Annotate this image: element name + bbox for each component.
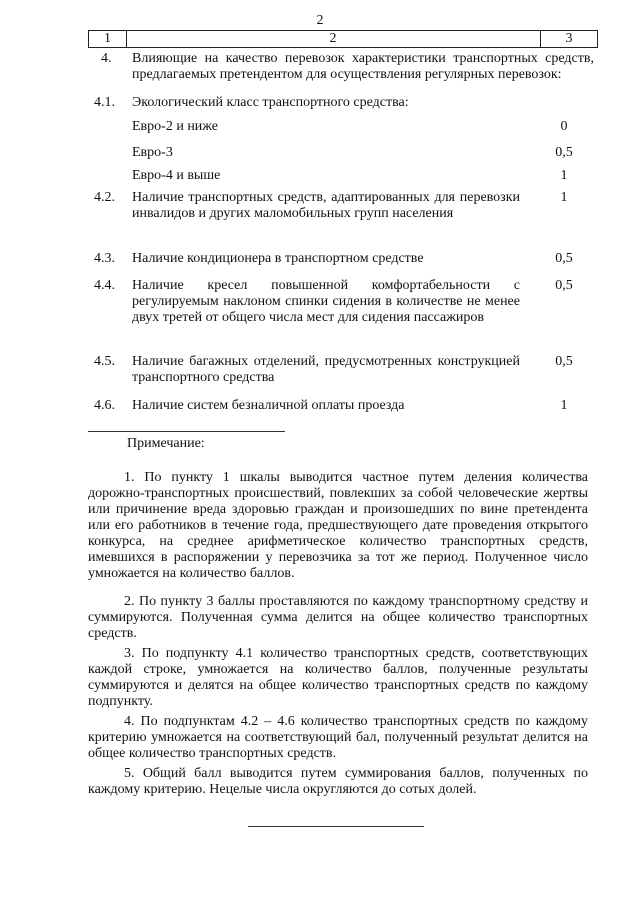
item-score: 0,5: [555, 354, 573, 369]
note-paragraph: 5. Общий балл выводится путем суммирования баллов, полученных по каждому критерию. Нецелые числа округляются до сотых долей.: [88, 766, 588, 797]
column-1-label: 1: [88, 31, 127, 47]
column-3-label: 3: [541, 31, 598, 47]
section-number: 4.: [101, 51, 112, 66]
item-number: 4.5.: [94, 354, 115, 369]
item-text: Евро-2 и ниже: [132, 119, 219, 134]
item-text: Наличие систем безналичной оплаты проезда: [132, 398, 405, 413]
note-paragraph: 4. По подпунктам 4.2 – 4.6 количество транспортных средств по каждому критерию умножается на соответствующий бал, полученный результат делится на общее количество транспортных средств.: [88, 714, 588, 761]
item-score: 1: [560, 168, 568, 183]
item-text: Наличие кресел повышенной комфортабельности с регулируемым наклоном спинки сидения в количестве не менее двух третей от общего числа мест для сидения пассажиров: [132, 278, 520, 325]
item-score: 1: [560, 398, 568, 413]
item-score: 0,5: [555, 251, 573, 266]
item-text: Наличие багажных отделений, предусмотренных конструкцией транспортного средства: [132, 354, 520, 385]
note-title: Примечание:: [127, 436, 205, 451]
item-number: 4.2.: [94, 190, 115, 205]
item-score: 0,5: [555, 145, 573, 160]
note-paragraph: 3. По подпункту 4.1 количество транспортных средств, соответствующих каждой строке, умножается на количество баллов, полученные результаты суммируются и делятся на общее количество транспортных средств по каждому подпункту.: [88, 646, 588, 709]
item-number: 4.6.: [94, 398, 115, 413]
section-heading: Влияющие на качество перевозок характеристики транспортных средств, предлагаемых претендентом для осуществления регулярных перевозок:: [132, 51, 594, 82]
column-2-label: 2: [126, 31, 541, 47]
item-number: 4.4.: [94, 278, 115, 293]
item-number: 4.3.: [94, 251, 115, 266]
item-number: 4.1.: [94, 95, 115, 110]
item-text: Наличие кондиционера в транспортном средстве: [132, 251, 424, 266]
item-text: Наличие транспортных средств, адаптированных для перевозки инвалидов и других маломобильных групп населения: [132, 190, 520, 221]
page-number: 2: [316, 13, 324, 28]
separator-line: [88, 431, 285, 432]
note-paragraph: 1. По пункту 1 шкалы выводится частное путем деления количества дорожно-транспортных происшествий, повлекших за собой человеческие жертвы или причинение вреда здоровью граждан и произошедших по вине претендента или его работников в течение года, предшествующего дате проведения открытого конкурса, на среднее арифметическое количество транспортных средств, имевшихся в распоряжении у перевозчика за тот же период. Полученное число умножается на количество баллов.: [88, 470, 588, 581]
note-paragraph: 2. По пункту 3 баллы проставляются по каждому транспортному средству и суммируются. Полученная сумма делится на общее количество транспортных средств.: [88, 594, 588, 641]
table-column-header: [88, 30, 598, 48]
item-score: 0,5: [555, 278, 573, 293]
item-text: Евро-3: [132, 145, 173, 160]
item-score: 1: [560, 190, 568, 205]
end-line: [248, 826, 424, 827]
item-score: 0: [560, 119, 568, 134]
item-text: Экологический класс транспортного средства:: [132, 95, 409, 110]
item-text: Евро-4 и выше: [132, 168, 221, 183]
